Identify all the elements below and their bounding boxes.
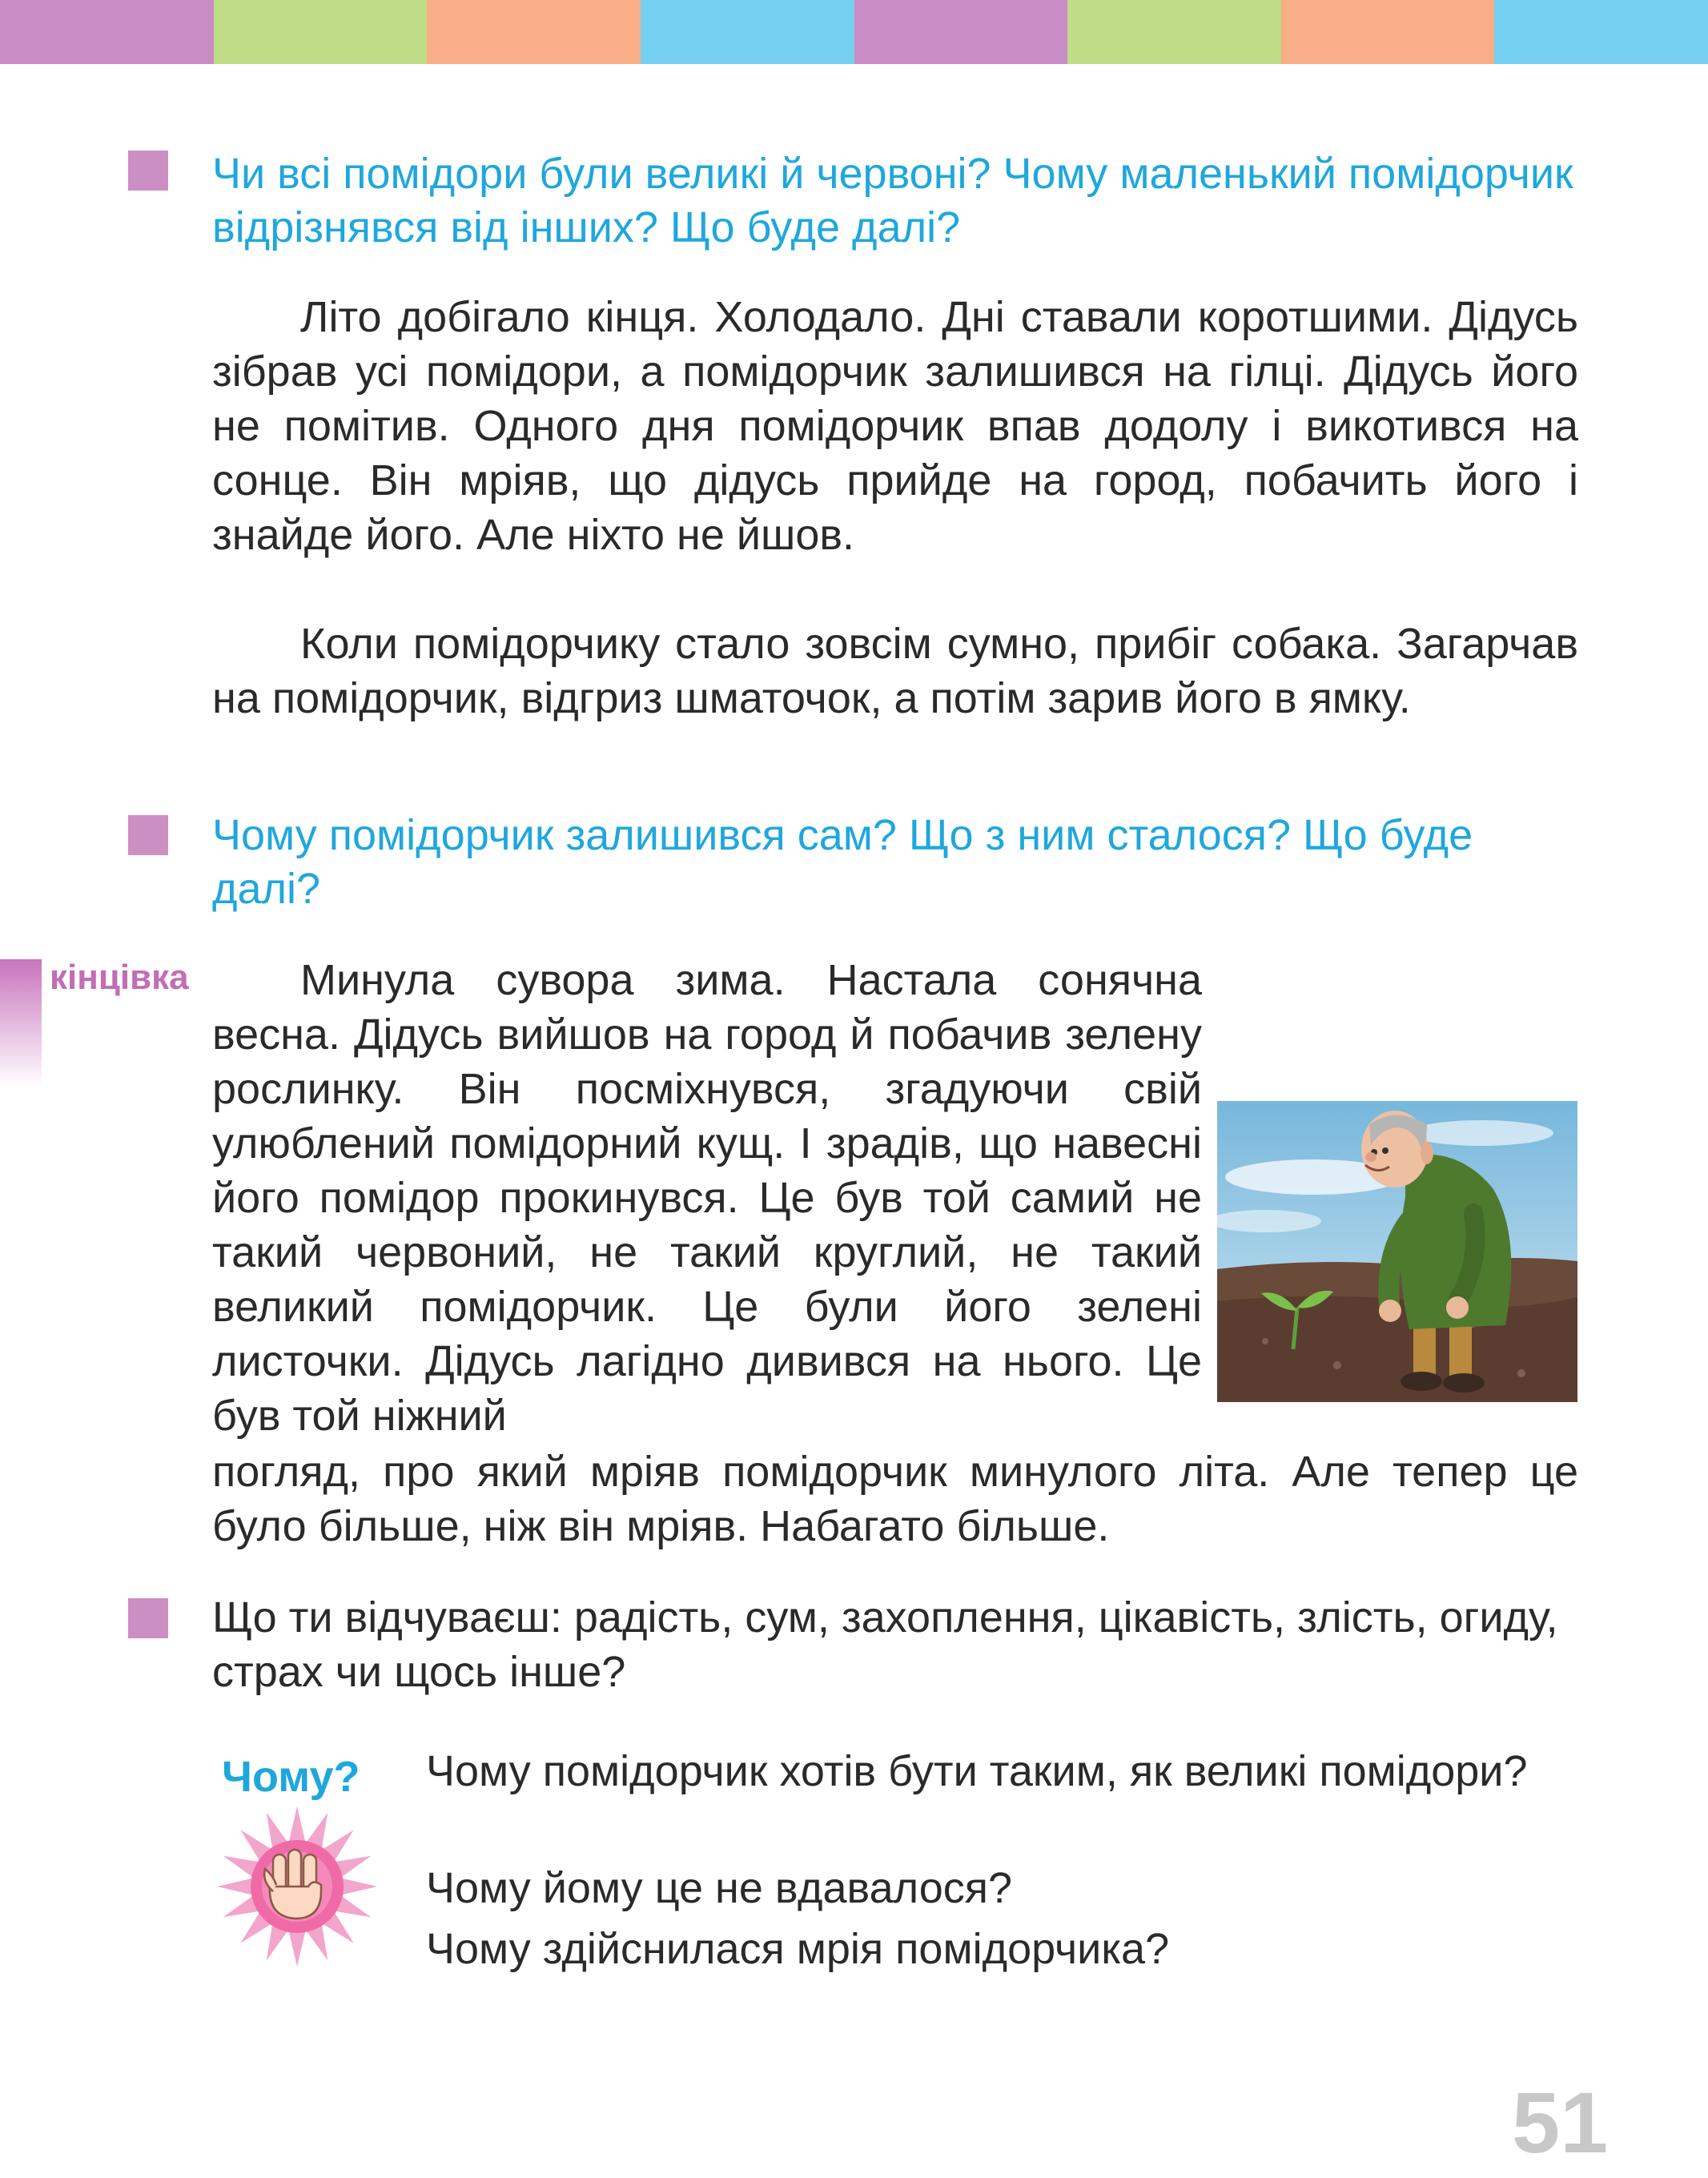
chomu-line-3: Чому здійснилася мрія помідорчика? bbox=[426, 1925, 1170, 1973]
passage-1-paragraph-2: Коли помідорчику стало зовсім сумно, прибіг собака. Загарчав на помідорчик, відгриз шматочок, а потім зарив його в ямку. bbox=[212, 620, 1578, 722]
stripe bbox=[1281, 0, 1495, 64]
stripe bbox=[854, 0, 1068, 64]
stripe bbox=[0, 0, 214, 64]
chomu-line-1: Чому помідорчик хотів бути таким, як великі помідори? bbox=[426, 1747, 1528, 1795]
page-number: 51 bbox=[1512, 2074, 1609, 2171]
stripe bbox=[427, 0, 641, 64]
header-color-stripes bbox=[0, 0, 1708, 64]
chomu-label: Чому? bbox=[222, 1753, 360, 1801]
question-2: Чому помідорчик залишився сам? Що з ним сталося? Що буде далі? bbox=[212, 811, 1473, 913]
stripe bbox=[1494, 0, 1708, 64]
question-1: Чи всі помідори були великі й червоні? Чому маленький помідорчик відрізнявся від інших? Що буде далі? bbox=[212, 150, 1573, 251]
passage-1-paragraph-1: Літо добігало кінця. Холодало. Дні ставали коротшими. Дідусь зібрав усі помідори, а помідорчик залишився на гілці. Дідусь його не помітив. Одного дня помідорчик впав додолу і викотився на сонце. Він мріяв, що дідусь прийде на город, побачить його і знайде його. Але ніхто не йшов. bbox=[212, 293, 1578, 559]
question-3: Що ти відчуваєш: радість, сум, захоплення, цікавість, злість, огиду, страх чи щось інше? bbox=[212, 1593, 1558, 1696]
side-tab-bar bbox=[0, 959, 42, 1087]
stripe bbox=[1067, 0, 1281, 64]
question-marker-square bbox=[128, 151, 168, 191]
question-marker-square bbox=[128, 1598, 168, 1638]
stripe bbox=[641, 0, 854, 64]
grandpa-looking-at-sprout-illustration bbox=[1217, 1101, 1577, 1402]
passage-2-end: погляд, про який мріяв помідорчик минулого літа. Але тепер це було більше, ніж він мріяв. Набагато більше. bbox=[212, 1448, 1578, 1550]
question-marker-square bbox=[128, 815, 168, 855]
side-tab-label: кінцівка bbox=[50, 958, 189, 997]
stripe bbox=[214, 0, 428, 64]
three-fingers-flower-icon bbox=[212, 1802, 382, 1971]
passage-2-start: Минула сувора зима. Настала сонячна весна. Дідусь вийшов на город й побачив зелену рослинку. Він посміхнувся, згадуючи свій улюблений помідорний кущ. І зрадів, що навесні його помідор прокинувся. Це був той самий не такий червоний, не такий круглий, не такий великий помідорчик. Це були його зелені листочки. Дідусь лагідно дивився на нього. Це був той ніжний bbox=[212, 956, 1202, 1440]
chomu-line-2: Чому йому це не вдавалося? bbox=[426, 1864, 1013, 1912]
